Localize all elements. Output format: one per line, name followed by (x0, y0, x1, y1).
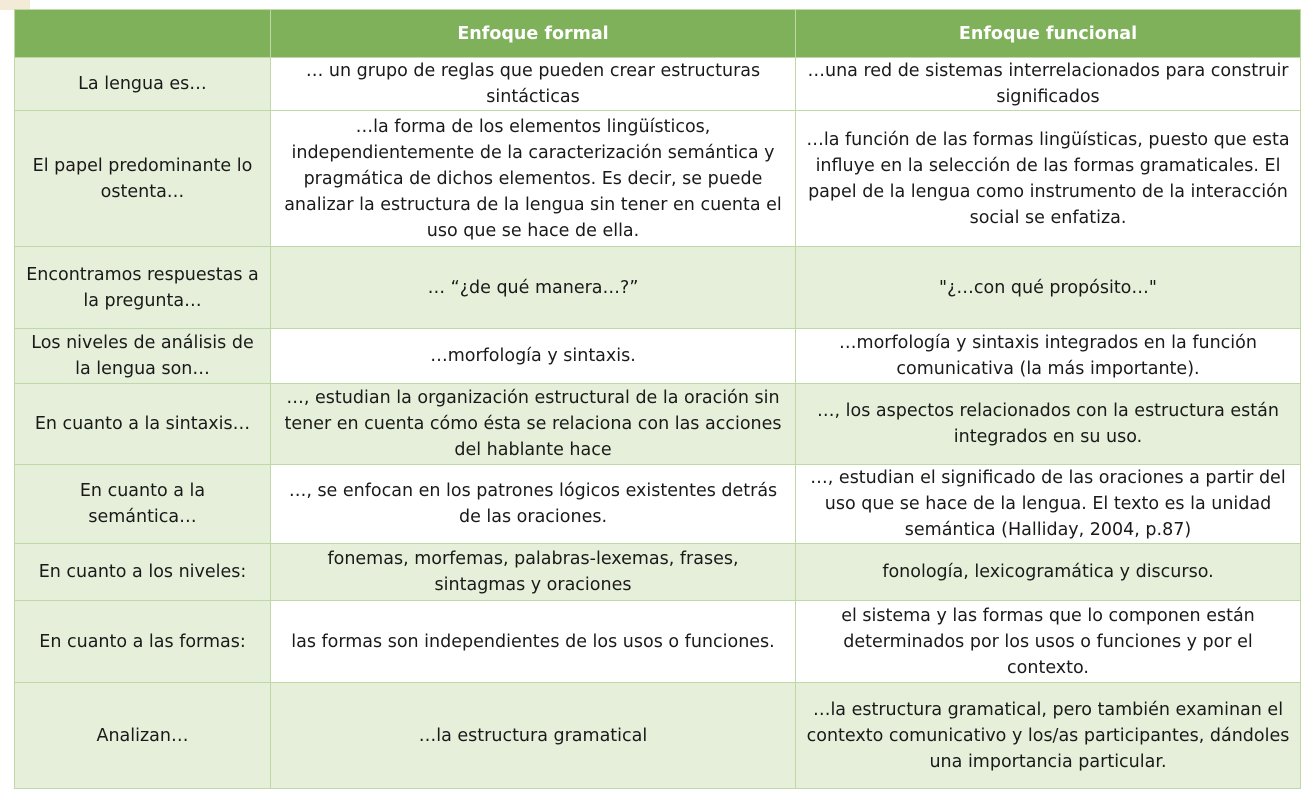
row-label: Analizan… (15, 683, 271, 789)
row-label: En cuanto a los niveles: (15, 544, 271, 601)
formal-cell: … “¿de qué manera…?” (271, 247, 796, 329)
funcional-cell: …la estructura gramatical, pero también examinan el contexto comunicativo y los/as participantes, dándoles una importancia particular. (796, 683, 1301, 789)
funcional-cell: el sistema y las formas que lo componen están determinados por los usos o funciones y por el contexto. (796, 601, 1301, 683)
funcional-cell: …, estudian el significado de las oraciones a partir del uso que se hace de la lengua. El texto es la unidad semántica (Halliday, 2004, p.87) (796, 465, 1301, 544)
row-label: En cuanto a las formas: (15, 601, 271, 683)
table-row (15, 465, 1301, 544)
row-label: La lengua es… (15, 58, 271, 111)
formal-cell: …la estructura gramatical (271, 683, 796, 789)
header-empty-cell (15, 10, 271, 58)
table-row (15, 247, 1301, 329)
header-funcional: Enfoque funcional (796, 10, 1301, 58)
table-header-row (15, 10, 1301, 58)
formal-cell: … un grupo de reglas que pueden crear estructuras sintácticas (271, 58, 796, 111)
funcional-cell: …una red de sistemas interrelacionados para construir significados (796, 58, 1301, 111)
table-row (15, 329, 1301, 384)
funcional-cell: …la función de las formas lingüísticas, puesto que esta influye en la selección de las formas gramaticales. El papel de la lengua como instrumento de la interacción social se enfatiza. (796, 111, 1301, 247)
funcional-cell: "¿…con qué propósito…" (796, 247, 1301, 329)
row-label: En cuanto a la sintaxis… (15, 384, 271, 465)
table-row (15, 683, 1301, 789)
funcional-cell: fonología, lexicogramática y discurso. (796, 544, 1301, 601)
formal-cell: fonemas, morfemas, palabras-lexemas, frases, sintagmas y oraciones (271, 544, 796, 601)
formal-cell: …, se enfocan en los patrones lógicos existentes detrás de las oraciones. (271, 465, 796, 544)
row-label: En cuanto a la semántica… (15, 465, 271, 544)
row-label: Encontramos respuestas a la pregunta… (15, 247, 271, 329)
header-formal: Enfoque formal (271, 10, 796, 58)
table-row (15, 544, 1301, 601)
formal-cell: las formas son independientes de los usos o funciones. (271, 601, 796, 683)
formal-cell: …la forma de los elementos lingüísticos, independientemente de la caracterización semántica y pragmática de dichos elementos. Es decir, se puede analizar la estructura de la lengua sin tener en cuenta el uso que se hace de ella. (271, 111, 796, 247)
funcional-cell: …, los aspectos relacionados con la estructura están integrados en su uso. (796, 384, 1301, 465)
comparison-table (14, 9, 1301, 789)
table-row (15, 58, 1301, 111)
table-row (15, 601, 1301, 683)
formal-cell: …morfología y sintaxis. (271, 329, 796, 384)
funcional-cell: …morfología y sintaxis integrados en la función comunicativa (la más importante). (796, 329, 1301, 384)
formal-cell: …, estudian la organización estructural de la oración sin tener en cuenta cómo ésta se relaciona con las acciones del hablante hace (271, 384, 796, 465)
table-row (15, 384, 1301, 465)
row-label: El papel predominante lo ostenta… (15, 111, 271, 247)
table-row (15, 111, 1301, 247)
row-label: Los niveles de análisis de la lengua son… (15, 329, 271, 384)
